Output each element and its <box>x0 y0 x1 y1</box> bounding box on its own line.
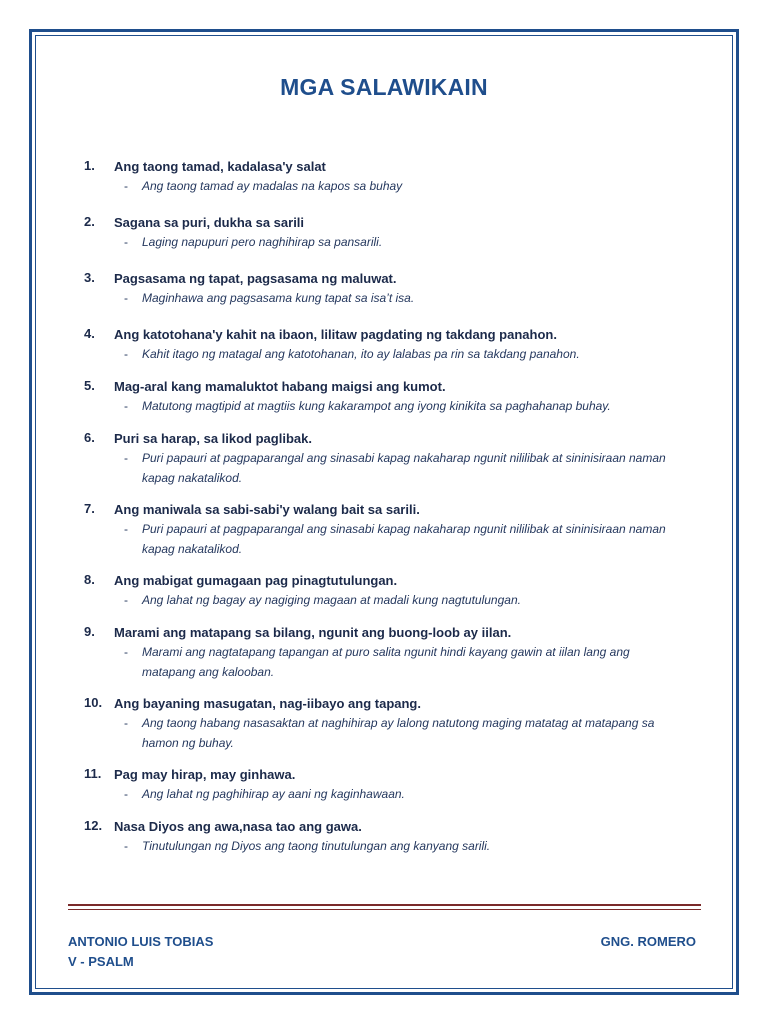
list-item <box>84 158 684 196</box>
student-section: V - PSALM <box>68 954 134 969</box>
meaning-content: Maginhawa ang pagsasama kung tapat sa isa’t isa. <box>142 291 415 305</box>
meaning-text <box>114 519 684 559</box>
item-number: 5. <box>84 378 95 393</box>
meaning-text <box>114 642 684 682</box>
meaning-text <box>114 590 684 610</box>
list-item <box>84 430 684 488</box>
dash-bullet: - <box>124 522 128 536</box>
meaning-content: Puri papauri at pagpaparangal ang sinasabi kapag nakaharap ngunit nililibak at sininisiraan naman kapag nakatalikod. <box>142 451 666 485</box>
proverb-text: Ang taong tamad, kadalasa'y salat <box>114 159 326 174</box>
list-item <box>84 766 684 804</box>
item-number: 7. <box>84 501 95 516</box>
proverb-text: Sagana sa puri, dukha sa sarili <box>114 215 305 230</box>
footer-divider-thick <box>68 904 701 906</box>
proverb-text: Marami ang matapang sa bilang, ngunit ang buong-loob ay iilan. <box>114 625 512 640</box>
page-title: MGA SALAWIKAIN <box>280 74 488 100</box>
dash-bullet: - <box>124 645 128 659</box>
proverb-text: Pagsasama ng tapat, pagsasama ng maluwat. <box>114 271 397 286</box>
item-number: 4. <box>84 326 95 341</box>
item-number: 2. <box>84 214 95 229</box>
meaning-content: Ang lahat ng paghihirap ay aani ng kaginhawaan. <box>142 787 405 801</box>
list-item <box>84 624 684 682</box>
dash-bullet: - <box>124 347 128 361</box>
meaning-content: Puri papauri at pagpaparangal ang sinasabi kapag nakaharap ngunit nililibak at sininisiraan naman kapag nakatalikod. <box>142 522 666 556</box>
proverb-text: Mag-aral kang mamaluktot habang maigsi ang kumot. <box>114 379 446 394</box>
meaning-text <box>114 396 684 416</box>
dash-bullet: - <box>124 451 128 465</box>
footer-teacher-block <box>601 932 696 952</box>
item-number: 10. <box>84 695 103 710</box>
meaning-content: Marami ang nagtatapang tapangan at puro salita ngunit hindi kayang gawin at iilan lang ang matapang ang kalooban. <box>142 645 630 679</box>
dash-bullet: - <box>124 839 128 853</box>
item-number: 12. <box>84 818 103 833</box>
dash-bullet: - <box>124 291 128 305</box>
meaning-text <box>114 288 684 308</box>
meaning-text <box>114 448 684 488</box>
list-item <box>84 214 684 252</box>
meaning-content: Laging napupuri pero naghihirap sa pansarili. <box>142 235 383 249</box>
meaning-text <box>114 344 684 364</box>
dash-bullet: - <box>124 179 128 193</box>
meaning-content: Ang lahat ng bagay ay nagiging magaan at madali kung nagtutulungan. <box>142 593 521 607</box>
proverb-text: Ang mabigat gumagaan pag pinagtutulungan. <box>114 573 398 588</box>
proverb-text: Pag may hirap, may ginhawa. <box>114 767 296 782</box>
meaning-content: Ang taong habang nasasaktan at naghihirap ay lalong natutong maging matatag at matapang sa hamon ng buhay. <box>142 716 655 750</box>
teacher-name: GNG. ROMERO <box>600 934 696 949</box>
dash-bullet: - <box>124 716 128 730</box>
list-item <box>84 572 684 610</box>
student-name: ANTONIO LUIS TOBIAS <box>68 934 214 949</box>
proverb-text: Ang bayaning masugatan, nag-iibayo ang tapang. <box>114 696 421 711</box>
meaning-content: Kahit itago ng matagal ang katotohanan, ito ay lalabas pa rin sa takdang panahon. <box>142 347 580 361</box>
dash-bullet: - <box>124 593 128 607</box>
meaning-content: Tinutulungan ng Diyos ang taong tinutulungan ang kanyang sarili. <box>142 839 491 853</box>
item-number: 1. <box>84 158 95 173</box>
dash-bullet: - <box>124 235 128 249</box>
item-number: 6. <box>84 430 95 445</box>
meaning-text <box>114 713 684 753</box>
dash-bullet: - <box>124 399 128 413</box>
list-item <box>84 270 684 308</box>
proverb-text: Nasa Diyos ang awa,nasa tao ang gawa. <box>114 819 362 834</box>
list-item <box>84 378 684 416</box>
item-number: 8. <box>84 572 95 587</box>
proverb-text: Ang maniwala sa sabi-sabi'y walang bait sa sarili. <box>114 502 420 517</box>
meaning-text <box>114 784 684 804</box>
dash-bullet: - <box>124 787 128 801</box>
item-number: 9. <box>84 624 95 639</box>
list-item <box>84 326 684 364</box>
item-number: 11. <box>84 766 102 781</box>
list-item <box>84 501 684 559</box>
list-item <box>84 695 684 753</box>
meaning-text <box>114 836 684 856</box>
list-item <box>84 818 684 856</box>
meaning-text <box>114 232 684 252</box>
meaning-content: Matutong magtipid at magtiis kung kakarampot ang iyong kinikita sa paghahanap buhay. <box>142 399 611 413</box>
proverb-list <box>84 158 684 856</box>
meaning-text <box>114 176 684 196</box>
item-number: 3. <box>84 270 95 285</box>
meaning-content: Ang taong tamad ay madalas na kapos sa buhay <box>142 179 403 193</box>
proverb-text: Ang katotohana'y kahit na ibaon, lilitaw pagdating ng takdang panahon. <box>114 327 557 342</box>
footer-student-block <box>68 932 213 972</box>
proverb-text: Puri sa harap, sa likod paglibak. <box>114 431 312 446</box>
footer-divider-thin <box>68 909 701 910</box>
